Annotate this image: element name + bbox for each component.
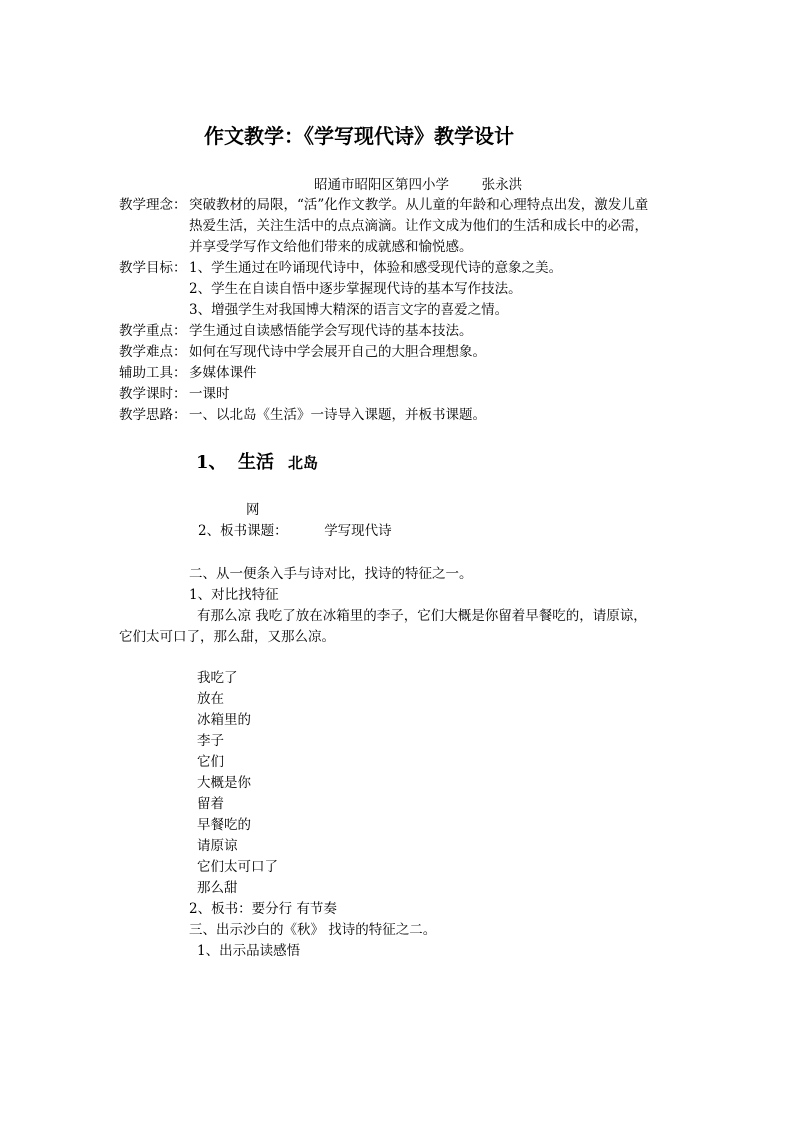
board-title bbox=[198, 521, 392, 541]
poem-heading-number: 1、 bbox=[196, 452, 227, 473]
poem-line: 我吃了 bbox=[197, 670, 238, 686]
byline-author: 张永洪 bbox=[481, 177, 523, 193]
poem-heading-title: 生活 bbox=[238, 452, 274, 473]
section-line: 热爱生活，关注生活中的点点滴滴。让作文成为他们的生活和成长中的必需， bbox=[189, 218, 648, 234]
section-label-periods: 教学课时： bbox=[119, 386, 187, 402]
poem-line: 它们 bbox=[197, 754, 224, 770]
poem-line: 留着 bbox=[197, 796, 224, 812]
poem-heading bbox=[196, 450, 318, 476]
section-label-focus: 教学重点： bbox=[119, 323, 187, 339]
section-label-goals: 教学目标： bbox=[119, 260, 187, 276]
section-line: 一课时 bbox=[189, 386, 230, 402]
section-label-approach: 教学思路： bbox=[119, 407, 187, 423]
section-line: 多媒体课件 bbox=[189, 365, 257, 381]
section-label-philosophy: 教学理念： bbox=[119, 197, 187, 213]
poem-line: 请原谅 bbox=[197, 838, 238, 854]
byline-school: 昭通市昭阳区第四小学 bbox=[314, 177, 449, 193]
section-line: 如何在写现代诗中学会展开自己的大胆合理想象。 bbox=[189, 344, 486, 360]
part-two-heading: 二、从一便条入手与诗对比，找诗的特征之一。 bbox=[189, 566, 473, 582]
note-paragraph-line: 它们太可口了，那么甜，又那么凉。 bbox=[119, 629, 335, 645]
poem-line: 大概是你 bbox=[197, 775, 251, 791]
poem-line: 早餐吃的 bbox=[197, 817, 251, 833]
part-three-heading: 三、出示沙白的《秋》 找诗的特征之二。 bbox=[189, 922, 437, 938]
section-line: 一、以北岛《生活》一诗导入课题，并板书课题。 bbox=[189, 407, 486, 423]
poem-word: 网 bbox=[246, 502, 260, 518]
board-two: 2、板书：要分行 有节奏 bbox=[189, 901, 337, 917]
section-line: 2、学生在自读自悟中逐步掌握现代诗的基本写作技法。 bbox=[189, 281, 522, 297]
poem-line: 冰箱里的 bbox=[197, 712, 251, 728]
section-line: 学生通过自读感悟能学会写现代诗的基本技法。 bbox=[189, 323, 473, 339]
part-two-sub: 1、对比找特征 bbox=[189, 587, 279, 603]
section-line: 1、学生通过在吟诵现代诗中，体验和感受现代诗的意象之美。 bbox=[189, 260, 563, 276]
poem-line: 李子 bbox=[197, 733, 224, 749]
part-three-sub: 1、出示品读感悟 bbox=[197, 943, 301, 959]
document-title: 作文教学：《学写现代诗》教学设计 bbox=[204, 124, 514, 148]
poem-heading-author: 北岛 bbox=[288, 454, 319, 472]
section-line: 3、增强学生对我国博大精深的语言文字的喜爱之情。 bbox=[189, 302, 509, 318]
poem-line: 放在 bbox=[197, 691, 224, 707]
section-line: 并享受学写作文给他们带来的成就感和愉悦感。 bbox=[189, 239, 473, 255]
section-label-difficulty: 教学难点： bbox=[119, 344, 187, 360]
byline bbox=[314, 175, 522, 195]
note-paragraph-line: 有那么凉 我吃了放在冰箱里的李子，它们大概是你留着早餐吃的，请原谅， bbox=[197, 608, 647, 624]
section-label-tools: 辅助工具： bbox=[119, 365, 187, 381]
poem-line: 它们太可口了 bbox=[197, 859, 278, 875]
board-title-value: 学写现代诗 bbox=[324, 523, 392, 539]
board-title-label: 2、板书课题： bbox=[198, 523, 288, 539]
section-line: 突破教材的局限，“活”化作文教学。从儿童的年龄和心理特点出发，激发儿童 bbox=[189, 197, 649, 213]
poem-line: 那么甜 bbox=[197, 880, 238, 896]
